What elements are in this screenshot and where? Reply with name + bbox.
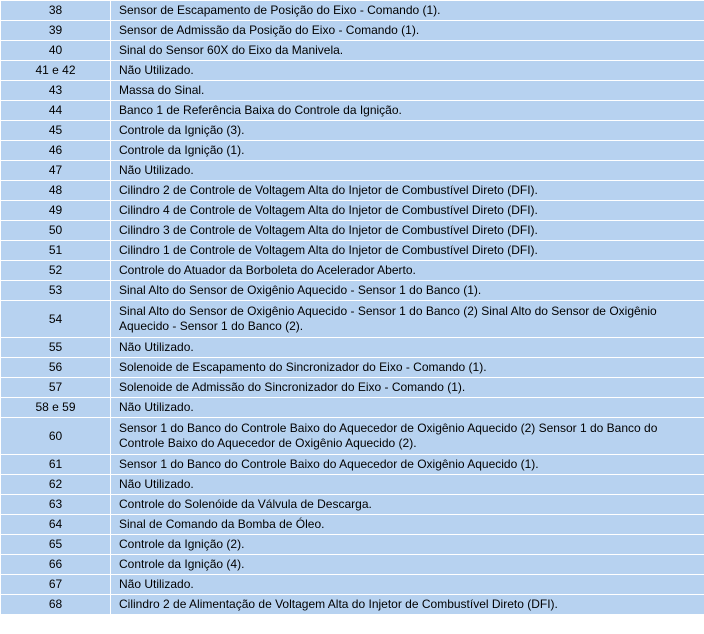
pin-number-cell: 46 <box>1 141 111 161</box>
pin-description-cell: Solenoide de Escapamento do Sincronizador do Eixo - Comando (1). <box>111 358 704 378</box>
pin-description-cell: Cilindro 2 de Controle de Voltagem Alta do Injetor de Combustível Direto (DFI). <box>111 181 704 201</box>
pin-description-cell: Sinal de Comando da Bomba de Óleo. <box>111 515 704 535</box>
table-row <box>1 241 704 261</box>
pin-description-cell: Cilindro 2 de Alimentação de Voltagem Alta do Injetor de Combustível Direto (DFI). <box>111 595 704 615</box>
table-row <box>1 515 704 535</box>
pin-description-cell: Controle do Atuador da Borboleta do Acelerador Aberto. <box>111 261 704 281</box>
pin-assignment-table-body <box>1 1 704 615</box>
table-row <box>1 161 704 181</box>
pin-number-cell: 67 <box>1 575 111 595</box>
pin-number-cell: 58 e 59 <box>1 398 111 418</box>
table-row <box>1 595 704 615</box>
table-row <box>1 121 704 141</box>
pin-description-cell: Cilindro 3 de Controle de Voltagem Alta do Injetor de Combustível Direto (DFI). <box>111 221 704 241</box>
pin-number-cell: 61 <box>1 455 111 475</box>
pin-number-cell: 56 <box>1 358 111 378</box>
table-row <box>1 535 704 555</box>
pin-number-cell: 45 <box>1 121 111 141</box>
pin-number-cell: 40 <box>1 41 111 61</box>
table-row <box>1 41 704 61</box>
table-row <box>1 338 704 358</box>
table-row <box>1 358 704 378</box>
pin-number-cell: 64 <box>1 515 111 535</box>
pin-number-cell: 68 <box>1 595 111 615</box>
pin-description-cell: Controle da Ignição (4). <box>111 555 704 575</box>
pin-description-cell: Não Utilizado. <box>111 398 704 418</box>
pin-number-cell: 55 <box>1 338 111 358</box>
table-row <box>1 261 704 281</box>
pin-number-cell: 52 <box>1 261 111 281</box>
pin-number-cell: 51 <box>1 241 111 261</box>
pin-number-cell: 38 <box>1 1 111 21</box>
table-row <box>1 418 704 455</box>
pin-description-cell: Controle da Ignição (3). <box>111 121 704 141</box>
table-row <box>1 281 704 301</box>
table-row <box>1 301 704 338</box>
table-row <box>1 101 704 121</box>
table-row <box>1 1 704 21</box>
pin-number-cell: 60 <box>1 418 111 455</box>
pin-description-cell: Banco 1 de Referência Baixa do Controle da Ignição. <box>111 101 704 121</box>
table-row <box>1 398 704 418</box>
pin-description-cell: Sinal do Sensor 60X do Eixo da Manivela. <box>111 41 704 61</box>
pin-description-cell: Sensor de Admissão da Posição do Eixo - Comando (1). <box>111 21 704 41</box>
pin-number-cell: 39 <box>1 21 111 41</box>
pin-description-cell: Sensor 1 do Banco do Controle Baixo do Aquecedor de Oxigênio Aquecido (2) Sensor 1 do Banco do Controle Baixo do Aquecedor de Oxigênio Aquecido (2). <box>111 418 704 455</box>
pin-description-cell: Solenoide de Admissão do Sincronizador do Eixo - Comando (1). <box>111 378 704 398</box>
pin-description-cell: Controle da Ignição (2). <box>111 535 704 555</box>
table-row <box>1 201 704 221</box>
pin-number-cell: 66 <box>1 555 111 575</box>
pin-description-cell: Cilindro 1 de Controle de Voltagem Alta do Injetor de Combustível Direto (DFI). <box>111 241 704 261</box>
pin-number-cell: 47 <box>1 161 111 181</box>
pin-description-cell: Não Utilizado. <box>111 475 704 495</box>
table-row <box>1 555 704 575</box>
pin-number-cell: 53 <box>1 281 111 301</box>
pin-number-cell: 57 <box>1 378 111 398</box>
pin-number-cell: 49 <box>1 201 111 221</box>
pin-number-cell: 43 <box>1 81 111 101</box>
table-row <box>1 141 704 161</box>
pin-description-cell: Cilindro 4 de Controle de Voltagem Alta do Injetor de Combustível Direto (DFI). <box>111 201 704 221</box>
table-row <box>1 181 704 201</box>
pin-description-cell: Controle da Ignição (1). <box>111 141 704 161</box>
table-row <box>1 475 704 495</box>
pin-description-cell: Não Utilizado. <box>111 575 704 595</box>
pin-number-cell: 62 <box>1 475 111 495</box>
table-row <box>1 81 704 101</box>
table-row <box>1 495 704 515</box>
table-row <box>1 575 704 595</box>
table-row <box>1 221 704 241</box>
table-row <box>1 378 704 398</box>
table-row <box>1 455 704 475</box>
pin-description-cell: Controle do Solenóide da Válvula de Descarga. <box>111 495 704 515</box>
table-row <box>1 21 704 41</box>
pin-description-cell: Sinal Alto do Sensor de Oxigênio Aquecido - Sensor 1 do Banco (2) Sinal Alto do Sensor de Oxigênio Aquecido - Sensor 1 do Banco (2). <box>111 301 704 338</box>
pin-number-cell: 41 e 42 <box>1 61 111 81</box>
pin-number-cell: 50 <box>1 221 111 241</box>
pin-number-cell: 65 <box>1 535 111 555</box>
pin-description-cell: Sinal Alto do Sensor de Oxigênio Aquecido - Sensor 1 do Banco (1). <box>111 281 704 301</box>
pin-description-cell: Não Utilizado. <box>111 61 704 81</box>
pin-description-cell: Não Utilizado. <box>111 338 704 358</box>
pin-number-cell: 44 <box>1 101 111 121</box>
pin-number-cell: 48 <box>1 181 111 201</box>
pin-description-cell: Massa do Sinal. <box>111 81 704 101</box>
pin-description-cell: Sensor de Escapamento de Posição do Eixo - Comando (1). <box>111 1 704 21</box>
table-row <box>1 61 704 81</box>
pin-number-cell: 63 <box>1 495 111 515</box>
pin-description-cell: Sensor 1 do Banco do Controle Baixo do Aquecedor de Oxigênio Aquecido (1). <box>111 455 704 475</box>
pin-description-cell: Não Utilizado. <box>111 161 704 181</box>
pin-number-cell: 54 <box>1 301 111 338</box>
